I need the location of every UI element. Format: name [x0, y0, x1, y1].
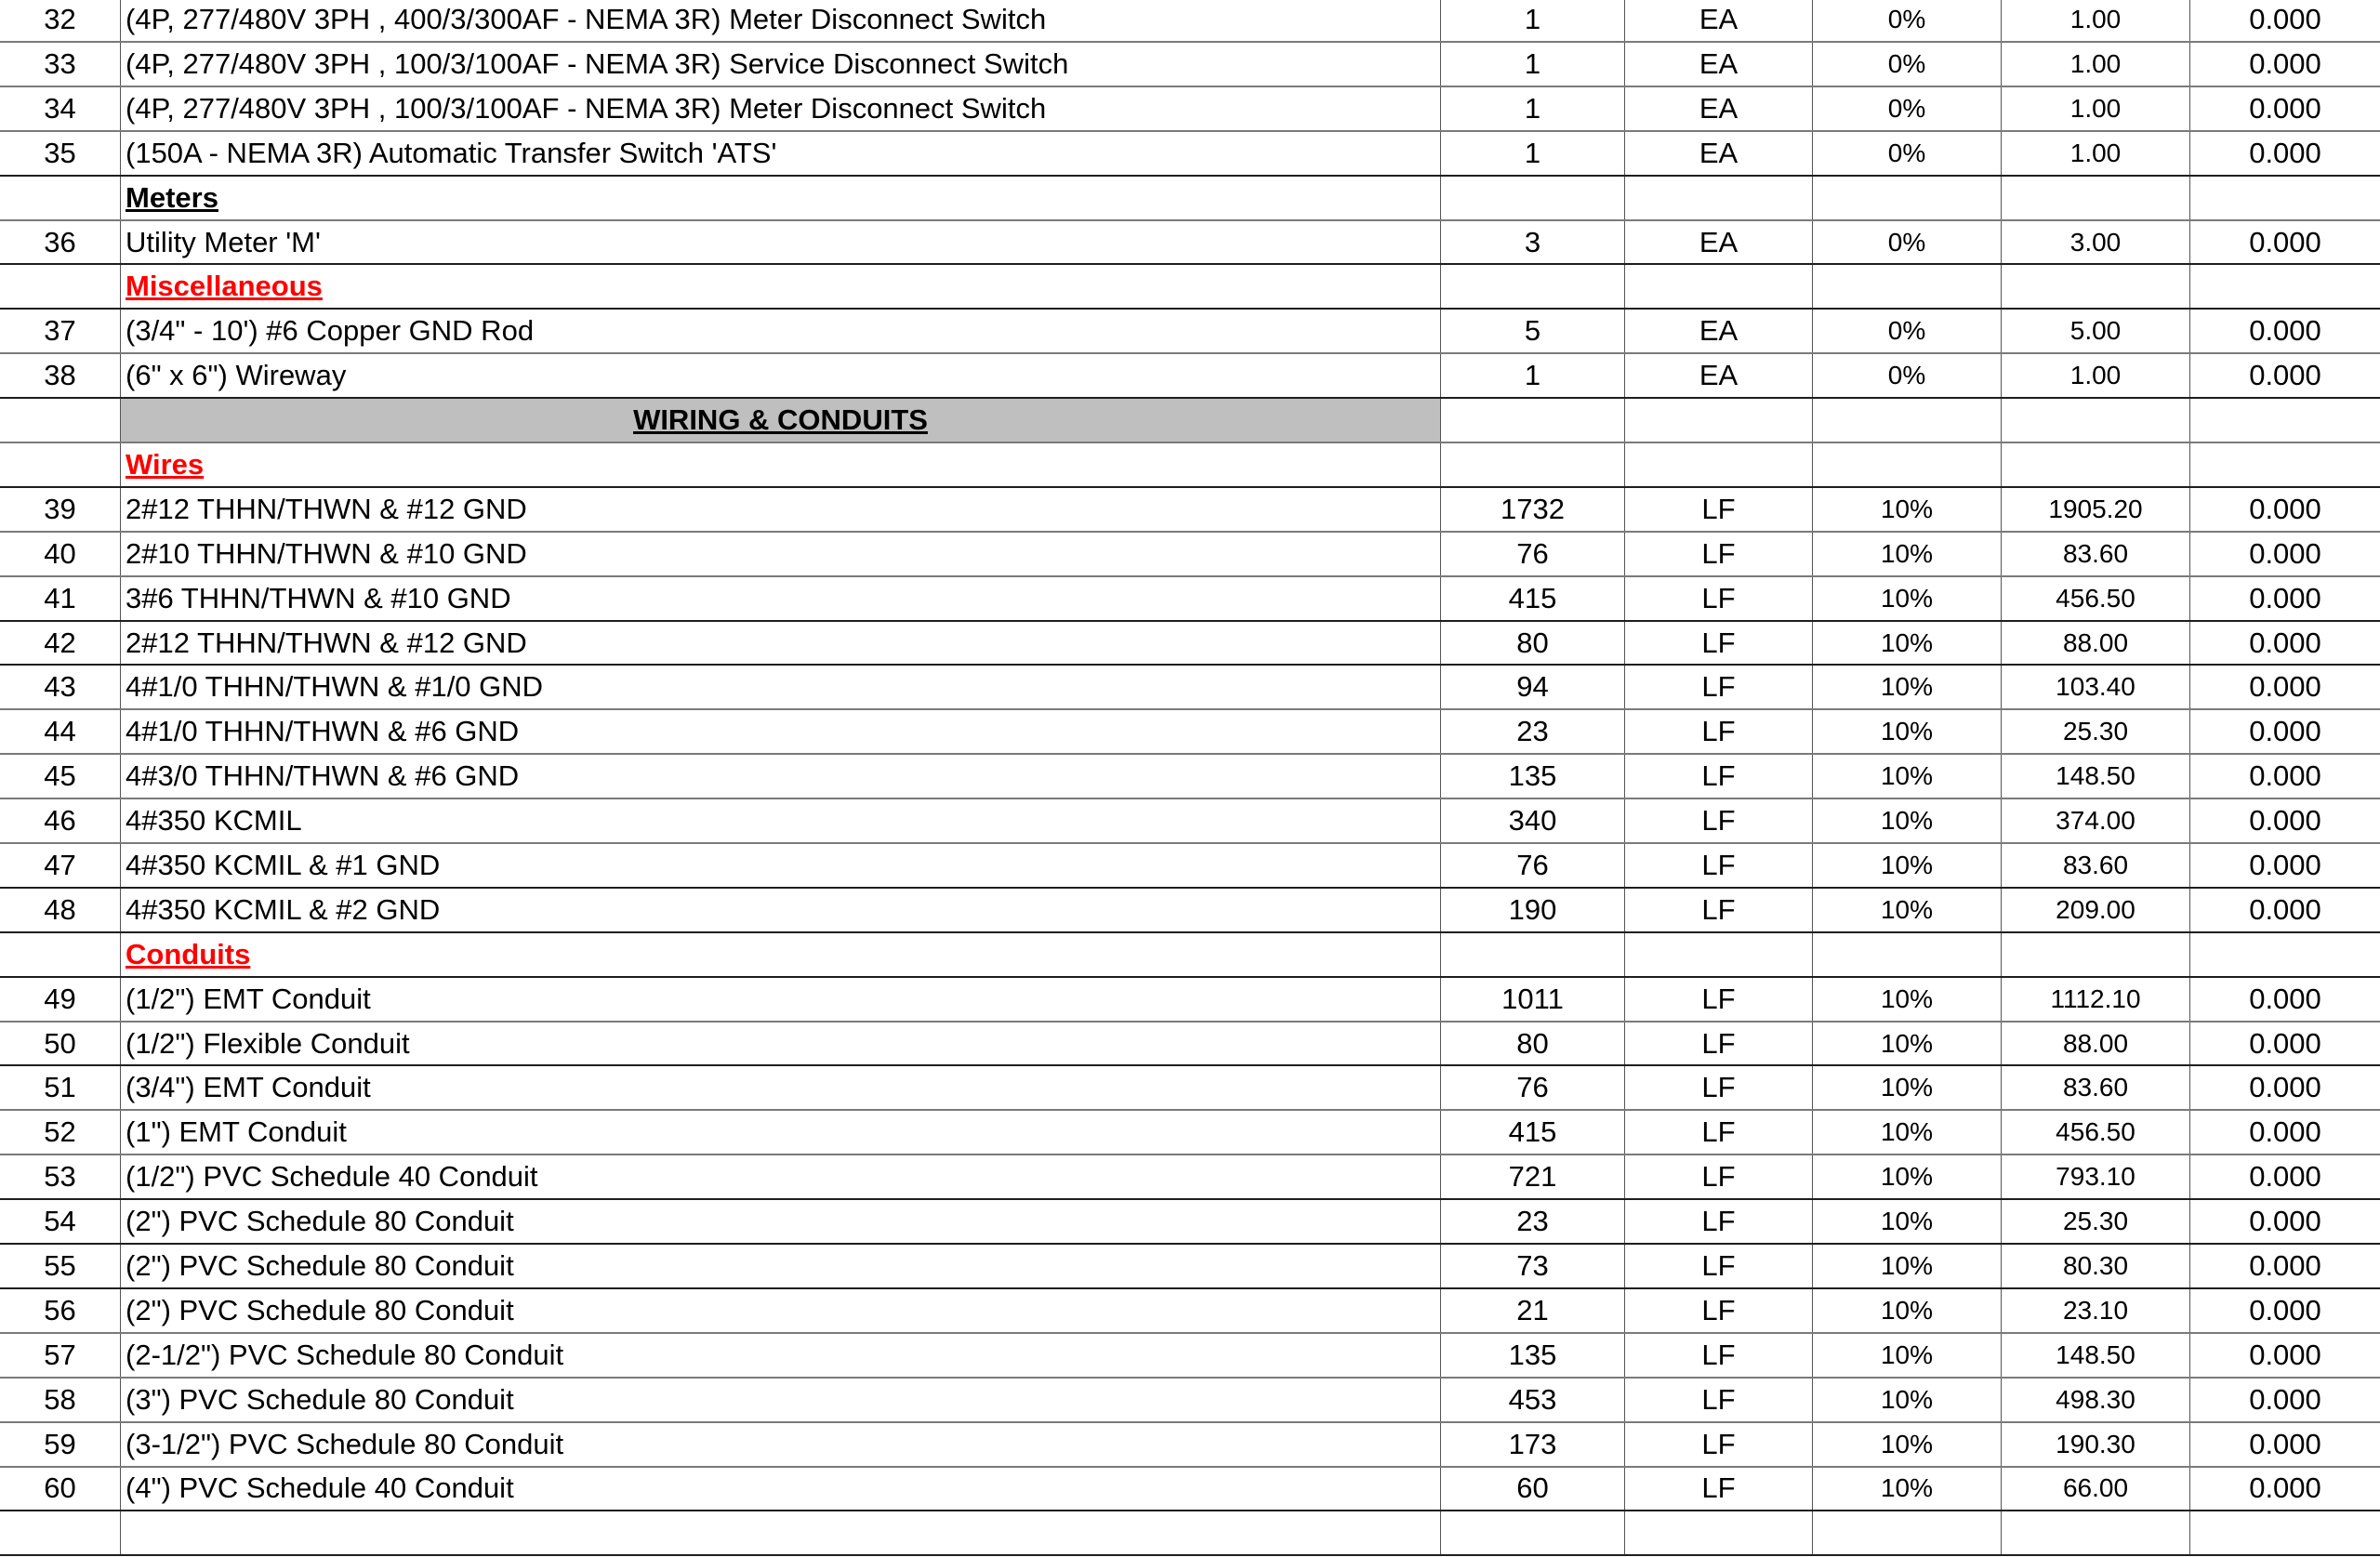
quantity-cell[interactable]: 340 [1441, 799, 1625, 842]
item-number-cell[interactable]: 34 [0, 87, 121, 130]
table-row [0, 1066, 2380, 1111]
total-quantity-cell[interactable]: 1112.10 [2002, 978, 2190, 1021]
item-number-cell[interactable]: 57 [0, 1334, 121, 1377]
item-number-cell[interactable]: 36 [0, 221, 121, 264]
item-number-cell[interactable]: 33 [0, 43, 121, 86]
table-row [0, 1423, 2380, 1468]
unit-cell[interactable]: LF [1625, 1423, 1813, 1466]
unit-cell[interactable]: LF [1625, 889, 1813, 931]
total-quantity-cell[interactable]: 23.10 [2002, 1289, 2190, 1332]
waste-percent-cell[interactable]: 0% [1813, 43, 2002, 86]
total-quantity-cell[interactable]: 1.00 [2002, 132, 2190, 175]
item-number-cell[interactable]: 48 [0, 889, 121, 931]
subheading-label: Miscellaneous [126, 270, 323, 303]
item-number-cell[interactable]: 49 [0, 978, 121, 1021]
total-quantity-cell[interactable]: 103.40 [2002, 666, 2190, 708]
unit-cell[interactable]: LF [1625, 577, 1813, 620]
item-number-cell[interactable] [0, 265, 121, 308]
unit-price-cell[interactable]: 0.000 [2249, 1026, 2321, 1060]
description-cell[interactable]: 4#1/0 THHN/THWN & #1/0 GND [121, 666, 1441, 708]
total-quantity-cell[interactable] [2002, 177, 2190, 219]
description-cell[interactable]: Utility Meter 'M' [121, 221, 1441, 264]
quantity-cell[interactable]: 415 [1441, 577, 1625, 620]
description-cell[interactable]: 4#350 KCMIL & #1 GND [121, 844, 1441, 887]
description-cell[interactable]: (4P, 277/480V 3PH , 400/3/300AF - NEMA 3R) Meter Disconnect Switch [121, 0, 1441, 41]
total-quantity-cell[interactable]: 80.30 [2002, 1245, 2190, 1287]
unit-price-cell[interactable]: 0.000 [2249, 892, 2321, 926]
description-cell[interactable]: (4P, 277/480V 3PH , 100/3/100AF - NEMA 3R) Service Disconnect Switch [121, 43, 1441, 86]
quantity-cell[interactable]: 23 [1441, 1200, 1625, 1243]
waste-percent-cell[interactable]: 10% [1813, 710, 2002, 753]
unit-cell[interactable]: LF [1625, 799, 1813, 842]
unit-cell[interactable]: LF [1625, 1023, 1813, 1065]
waste-percent-cell[interactable]: 10% [1813, 622, 2002, 665]
total-quantity-cell[interactable] [2002, 1511, 2190, 1554]
unit-price-cell[interactable] [2190, 399, 2380, 442]
item-number-cell[interactable]: 55 [0, 1245, 121, 1287]
description-cell[interactable]: 3#6 THHN/THWN & #10 GND [121, 577, 1441, 620]
section-title: WIRING & CONDUITS [633, 403, 928, 437]
total-quantity-cell[interactable]: 3.00 [2002, 221, 2190, 264]
subheading-row [0, 265, 2380, 310]
table-row [0, 1155, 2380, 1200]
item-number-cell[interactable] [0, 933, 121, 976]
total-quantity-cell[interactable] [2002, 443, 2190, 486]
description-cell[interactable]: (1/2") EMT Conduit [121, 978, 1441, 1021]
waste-percent-cell[interactable] [1813, 265, 2002, 308]
total-quantity-cell[interactable]: 148.50 [2002, 755, 2190, 798]
unit-price-cell[interactable] [2190, 443, 2380, 486]
description-cell[interactable]: (4") PVC Schedule 40 Conduit [121, 1468, 1441, 1511]
waste-percent-cell[interactable]: 0% [1813, 310, 2002, 352]
item-number-cell[interactable]: 46 [0, 799, 121, 842]
subheading-row [0, 933, 2380, 978]
table-row [0, 1111, 2380, 1155]
quantity-cell[interactable]: 60 [1441, 1468, 1625, 1511]
table-row [0, 132, 2380, 177]
unit-cell[interactable]: LF [1625, 1200, 1813, 1243]
unit-price-cell[interactable] [2190, 265, 2380, 308]
quantity-cell[interactable]: 721 [1441, 1155, 1625, 1198]
unit-price-cell[interactable]: 0.000 [2249, 804, 2321, 838]
description-cell[interactable]: 2#12 THHN/THWN & #12 GND [121, 488, 1441, 531]
waste-percent-cell[interactable]: 0% [1813, 0, 2002, 41]
waste-percent-cell[interactable] [1813, 177, 2002, 219]
total-quantity-cell[interactable]: 1.00 [2002, 354, 2190, 397]
total-quantity-cell[interactable] [2002, 933, 2190, 976]
quantity-cell[interactable]: 21 [1441, 1289, 1625, 1332]
item-number-cell[interactable]: 43 [0, 666, 121, 708]
item-number-cell[interactable]: 50 [0, 1023, 121, 1065]
table-row [0, 1289, 2380, 1334]
total-quantity-cell[interactable]: 83.60 [2002, 1066, 2190, 1109]
total-quantity-cell[interactable]: 456.50 [2002, 1111, 2190, 1154]
waste-percent-cell[interactable]: 10% [1813, 1066, 2002, 1109]
table-row [0, 666, 2380, 710]
quantity-cell[interactable] [1441, 265, 1625, 308]
waste-percent-cell[interactable]: 10% [1813, 1200, 2002, 1243]
quantity-cell[interactable] [1441, 1511, 1625, 1554]
quantity-cell[interactable]: 3 [1441, 221, 1625, 264]
item-number-cell[interactable]: 42 [0, 622, 121, 665]
unit-cell[interactable] [1625, 933, 1813, 976]
unit-cell[interactable]: LF [1625, 1155, 1813, 1198]
description-cell[interactable]: (1/2") Flexible Conduit [121, 1023, 1441, 1065]
unit-price-cell[interactable]: 0.000 [2249, 581, 2321, 614]
item-number-cell[interactable]: 44 [0, 710, 121, 753]
total-quantity-cell[interactable]: 190.30 [2002, 1423, 2190, 1466]
waste-percent-cell[interactable]: 10% [1813, 889, 2002, 931]
unit-price-cell[interactable]: 0.000 [2249, 536, 2321, 570]
table-row [0, 844, 2380, 889]
description-cell[interactable]: (3") PVC Schedule 80 Conduit [121, 1379, 1441, 1421]
waste-percent-cell[interactable]: 10% [1813, 488, 2002, 531]
unit-price-cell[interactable]: 0.000 [2249, 225, 2321, 258]
description-cell[interactable]: 4#1/0 THHN/THWN & #6 GND [121, 710, 1441, 753]
unit-price-cell[interactable]: 0.000 [2249, 91, 2321, 125]
table-row [0, 1468, 2380, 1512]
quantity-cell[interactable]: 76 [1441, 533, 1625, 575]
total-quantity-cell[interactable]: 1.00 [2002, 0, 2190, 41]
waste-percent-cell[interactable]: 10% [1813, 844, 2002, 887]
table-row [0, 889, 2380, 933]
unit-price-cell[interactable]: 0.000 [2249, 3, 2321, 35]
description-cell[interactable]: 4#350 KCMIL & #2 GND [121, 889, 1441, 931]
table-row [0, 43, 2380, 87]
waste-percent-cell[interactable] [1813, 399, 2002, 442]
quantity-cell[interactable]: 453 [1441, 1379, 1625, 1421]
unit-price-cell[interactable]: 0.000 [2249, 136, 2321, 169]
waste-percent-cell[interactable]: 10% [1813, 577, 2002, 620]
item-number-cell[interactable] [0, 1511, 121, 1554]
quantity-cell[interactable] [1441, 399, 1625, 442]
table-row [0, 533, 2380, 577]
total-quantity-cell[interactable]: 1.00 [2002, 87, 2190, 130]
table-row [0, 354, 2380, 399]
waste-percent-cell[interactable]: 0% [1813, 132, 2002, 175]
total-quantity-cell[interactable]: 83.60 [2002, 533, 2190, 575]
description-cell[interactable] [121, 265, 1441, 308]
total-quantity-cell[interactable]: 5.00 [2002, 310, 2190, 352]
unit-cell[interactable]: LF [1625, 1111, 1813, 1154]
quantity-cell[interactable]: 1 [1441, 0, 1625, 41]
unit-price-cell[interactable]: 0.000 [2249, 359, 2321, 392]
unit-cell[interactable]: LF [1625, 533, 1813, 575]
table-row [0, 488, 2380, 533]
unit-price-cell[interactable]: 0.000 [2249, 626, 2321, 659]
unit-price-cell[interactable] [2190, 933, 2380, 976]
unit-cell[interactable]: LF [1625, 710, 1813, 753]
quantity-cell[interactable]: 1 [1441, 87, 1625, 130]
unit-cell[interactable] [1625, 265, 1813, 308]
item-number-cell[interactable]: 59 [0, 1423, 121, 1466]
waste-percent-cell[interactable]: 0% [1813, 221, 2002, 264]
unit-cell[interactable]: LF [1625, 755, 1813, 798]
description-cell[interactable]: (2-1/2") PVC Schedule 80 Conduit [121, 1334, 1441, 1377]
table-row [0, 1245, 2380, 1289]
table-row [0, 622, 2380, 666]
unit-cell[interactable]: LF [1625, 622, 1813, 665]
unit-price-cell[interactable]: 0.000 [2249, 1071, 2321, 1104]
description-cell[interactable] [121, 443, 1441, 486]
table-row [0, 0, 2380, 43]
table-row [0, 577, 2380, 622]
item-number-cell[interactable]: 47 [0, 844, 121, 887]
description-cell[interactable]: 4#3/0 THHN/THWN & #6 GND [121, 755, 1441, 798]
waste-percent-cell[interactable]: 10% [1813, 1245, 2002, 1287]
unit-price-cell[interactable]: 0.000 [2249, 670, 2321, 704]
waste-percent-cell[interactable]: 0% [1813, 354, 2002, 397]
waste-percent-cell[interactable]: 10% [1813, 1289, 2002, 1332]
waste-percent-cell[interactable] [1813, 1511, 2002, 1554]
quantity-cell[interactable] [1441, 443, 1625, 486]
item-number-cell[interactable]: 39 [0, 488, 121, 531]
quantity-cell[interactable]: 173 [1441, 1423, 1625, 1466]
quantity-cell[interactable]: 415 [1441, 1111, 1625, 1154]
unit-cell[interactable] [1625, 1511, 1813, 1554]
item-number-cell[interactable] [0, 399, 121, 442]
quantity-cell[interactable]: 1732 [1441, 488, 1625, 531]
quantity-cell[interactable]: 1 [1441, 132, 1625, 175]
waste-percent-cell[interactable]: 10% [1813, 533, 2002, 575]
waste-percent-cell[interactable]: 10% [1813, 1379, 2002, 1421]
total-quantity-cell[interactable]: 793.10 [2002, 1155, 2190, 1198]
unit-price-cell[interactable]: 0.000 [2249, 1115, 2321, 1149]
waste-percent-cell[interactable]: 10% [1813, 1468, 2002, 1511]
total-quantity-cell[interactable]: 1905.20 [2002, 488, 2190, 531]
table-row [0, 799, 2380, 844]
unit-price-cell[interactable]: 0.000 [2249, 1338, 2321, 1371]
table-row [0, 310, 2380, 354]
unit-price-cell[interactable]: 0.000 [2249, 715, 2321, 748]
waste-percent-cell[interactable]: 10% [1813, 799, 2002, 842]
item-number-cell[interactable]: 38 [0, 354, 121, 397]
unit-cell[interactable] [1625, 443, 1813, 486]
description-cell[interactable]: (1/2") PVC Schedule 40 Conduit [121, 1155, 1441, 1198]
item-number-cell[interactable]: 51 [0, 1066, 121, 1109]
item-number-cell[interactable]: 58 [0, 1379, 121, 1421]
quantity-cell[interactable]: 73 [1441, 1245, 1625, 1287]
quantity-cell[interactable]: 5 [1441, 310, 1625, 352]
total-quantity-cell[interactable]: 25.30 [2002, 1200, 2190, 1243]
table-row [0, 710, 2380, 755]
table-row [0, 1023, 2380, 1067]
unit-price-cell[interactable]: 0.000 [2249, 46, 2321, 80]
waste-percent-cell[interactable]: 10% [1813, 1155, 2002, 1198]
unit-price-cell[interactable]: 0.000 [2249, 1471, 2321, 1505]
unit-cell[interactable]: LF [1625, 1334, 1813, 1377]
unit-cell[interactable]: EA [1625, 354, 1813, 397]
item-number-cell[interactable]: 53 [0, 1155, 121, 1198]
item-number-cell[interactable] [0, 177, 121, 219]
description-cell[interactable]: (150A - NEMA 3R) Automatic Transfer Switch 'ATS' [121, 132, 1441, 175]
description-cell[interactable]: 2#12 THHN/THWN & #12 GND [121, 622, 1441, 665]
unit-cell[interactable]: EA [1625, 87, 1813, 130]
unit-price-cell[interactable] [2190, 177, 2380, 219]
description-cell[interactable]: (2") PVC Schedule 80 Conduit [121, 1200, 1441, 1243]
waste-percent-cell[interactable] [1813, 443, 2002, 486]
description-cell[interactable]: (2") PVC Schedule 80 Conduit [121, 1245, 1441, 1287]
quantity-cell[interactable]: 80 [1441, 622, 1625, 665]
total-quantity-cell[interactable]: 498.30 [2002, 1379, 2190, 1421]
unit-price-cell[interactable]: 0.000 [2249, 492, 2321, 525]
total-quantity-cell[interactable]: 66.00 [2002, 1468, 2190, 1511]
total-quantity-cell[interactable]: 374.00 [2002, 799, 2190, 842]
unit-price-cell[interactable]: 0.000 [2249, 982, 2321, 1015]
total-quantity-cell[interactable]: 88.00 [2002, 622, 2190, 665]
item-number-cell[interactable]: 52 [0, 1111, 121, 1154]
item-number-cell[interactable]: 37 [0, 310, 121, 352]
total-quantity-cell[interactable]: 456.50 [2002, 577, 2190, 620]
unit-cell[interactable]: EA [1625, 43, 1813, 86]
unit-cell[interactable]: EA [1625, 0, 1813, 41]
subheading-label: Conduits [126, 937, 251, 970]
unit-cell[interactable]: LF [1625, 1245, 1813, 1287]
table-row [0, 1334, 2380, 1379]
quantity-cell[interactable]: 76 [1441, 1066, 1625, 1109]
table-row [0, 1379, 2380, 1423]
description-cell[interactable] [121, 177, 1441, 219]
table-row [0, 1200, 2380, 1245]
unit-price-cell[interactable]: 0.000 [2249, 314, 2321, 348]
item-number-cell[interactable]: 41 [0, 577, 121, 620]
unit-cell[interactable]: LF [1625, 1468, 1813, 1511]
unit-cell[interactable]: LF [1625, 844, 1813, 887]
quantity-cell[interactable]: 1011 [1441, 978, 1625, 1021]
table-row [0, 221, 2380, 266]
table-row [0, 755, 2380, 799]
unit-cell[interactable]: LF [1625, 1289, 1813, 1332]
total-quantity-cell[interactable]: 209.00 [2002, 889, 2190, 931]
empty-row [0, 1511, 2380, 1556]
quantity-cell[interactable]: 76 [1441, 844, 1625, 887]
quantity-cell[interactable] [1441, 177, 1625, 219]
unit-price-cell[interactable]: 0.000 [2249, 1160, 2321, 1194]
quantity-cell[interactable]: 23 [1441, 710, 1625, 753]
unit-cell[interactable] [1625, 399, 1813, 442]
unit-price-cell[interactable]: 0.000 [2249, 1248, 2321, 1282]
quantity-cell[interactable]: 135 [1441, 1334, 1625, 1377]
item-number-cell[interactable]: 35 [0, 132, 121, 175]
unit-cell[interactable]: EA [1625, 221, 1813, 264]
item-number-cell[interactable]: 45 [0, 755, 121, 798]
unit-cell[interactable]: LF [1625, 1379, 1813, 1421]
waste-percent-cell[interactable]: 10% [1813, 755, 2002, 798]
unit-price-cell[interactable]: 0.000 [2249, 759, 2321, 793]
item-number-cell[interactable] [0, 443, 121, 486]
waste-percent-cell[interactable]: 10% [1813, 1423, 2002, 1466]
total-quantity-cell[interactable]: 88.00 [2002, 1023, 2190, 1065]
description-cell[interactable]: (3/4" - 10') #6 Copper GND Rod [121, 310, 1441, 352]
total-quantity-cell[interactable] [2002, 399, 2190, 442]
table-row [0, 87, 2380, 132]
table-row [0, 978, 2380, 1023]
unit-price-cell[interactable]: 0.000 [2249, 1293, 2321, 1326]
waste-percent-cell[interactable]: 0% [1813, 87, 2002, 130]
item-number-cell[interactable]: 32 [0, 0, 121, 41]
unit-price-cell[interactable]: 0.000 [2249, 848, 2321, 881]
description-cell[interactable]: (1") EMT Conduit [121, 1111, 1441, 1154]
item-number-cell[interactable]: 54 [0, 1200, 121, 1243]
item-number-cell[interactable]: 60 [0, 1468, 121, 1511]
subheading-row [0, 443, 2380, 488]
description-cell[interactable]: (3-1/2") PVC Schedule 80 Conduit [121, 1423, 1441, 1466]
subheading-label: Wires [126, 447, 205, 481]
quantity-cell[interactable]: 135 [1441, 755, 1625, 798]
quantity-cell[interactable]: 80 [1441, 1023, 1625, 1065]
description-cell[interactable]: (6" x 6") Wireway [121, 354, 1441, 397]
subheading-label: Meters [126, 180, 218, 214]
unit-cell[interactable]: EA [1625, 132, 1813, 175]
waste-percent-cell[interactable]: 10% [1813, 1111, 2002, 1154]
waste-percent-cell[interactable]: 10% [1813, 1023, 2002, 1065]
total-quantity-cell[interactable]: 25.30 [2002, 710, 2190, 753]
unit-cell[interactable]: LF [1625, 488, 1813, 531]
subheading-row [0, 177, 2380, 221]
quantity-cell[interactable] [1441, 933, 1625, 976]
unit-cell[interactable]: EA [1625, 310, 1813, 352]
item-number-cell[interactable]: 56 [0, 1289, 121, 1332]
description-cell[interactable] [121, 399, 1441, 442]
waste-percent-cell[interactable] [1813, 933, 2002, 976]
unit-price-cell[interactable] [2190, 1511, 2380, 1554]
waste-percent-cell[interactable]: 10% [1813, 666, 2002, 708]
unit-price-cell[interactable]: 0.000 [2249, 1382, 2321, 1416]
total-quantity-cell[interactable]: 148.50 [2002, 1334, 2190, 1377]
unit-cell[interactable]: LF [1625, 1066, 1813, 1109]
description-cell[interactable]: (3/4") EMT Conduit [121, 1066, 1441, 1109]
total-quantity-cell[interactable]: 83.60 [2002, 844, 2190, 887]
waste-percent-cell[interactable]: 10% [1813, 1334, 2002, 1377]
description-cell[interactable]: (2") PVC Schedule 80 Conduit [121, 1289, 1441, 1332]
description-cell[interactable]: 2#10 THHN/THWN & #10 GND [121, 533, 1441, 575]
description-cell[interactable]: (4P, 277/480V 3PH , 100/3/100AF - NEMA 3R) Meter Disconnect Switch [121, 87, 1441, 130]
section-header-row [0, 399, 2380, 443]
unit-cell[interactable] [1625, 177, 1813, 219]
total-quantity-cell[interactable]: 1.00 [2002, 43, 2190, 86]
description-cell[interactable] [121, 933, 1441, 976]
quantity-cell[interactable]: 94 [1441, 666, 1625, 708]
waste-percent-cell[interactable]: 10% [1813, 978, 2002, 1021]
unit-cell[interactable]: LF [1625, 666, 1813, 708]
description-cell[interactable] [121, 1511, 1441, 1554]
quantity-cell[interactable]: 1 [1441, 354, 1625, 397]
unit-price-cell[interactable]: 0.000 [2249, 1205, 2321, 1238]
total-quantity-cell[interactable] [2002, 265, 2190, 308]
quantity-cell[interactable]: 1 [1441, 43, 1625, 86]
unit-price-cell[interactable]: 0.000 [2249, 1427, 2321, 1460]
item-number-cell[interactable]: 40 [0, 533, 121, 575]
description-cell[interactable]: 4#350 KCMIL [121, 799, 1441, 842]
quantity-cell[interactable]: 190 [1441, 889, 1625, 931]
unit-cell[interactable]: LF [1625, 978, 1813, 1021]
